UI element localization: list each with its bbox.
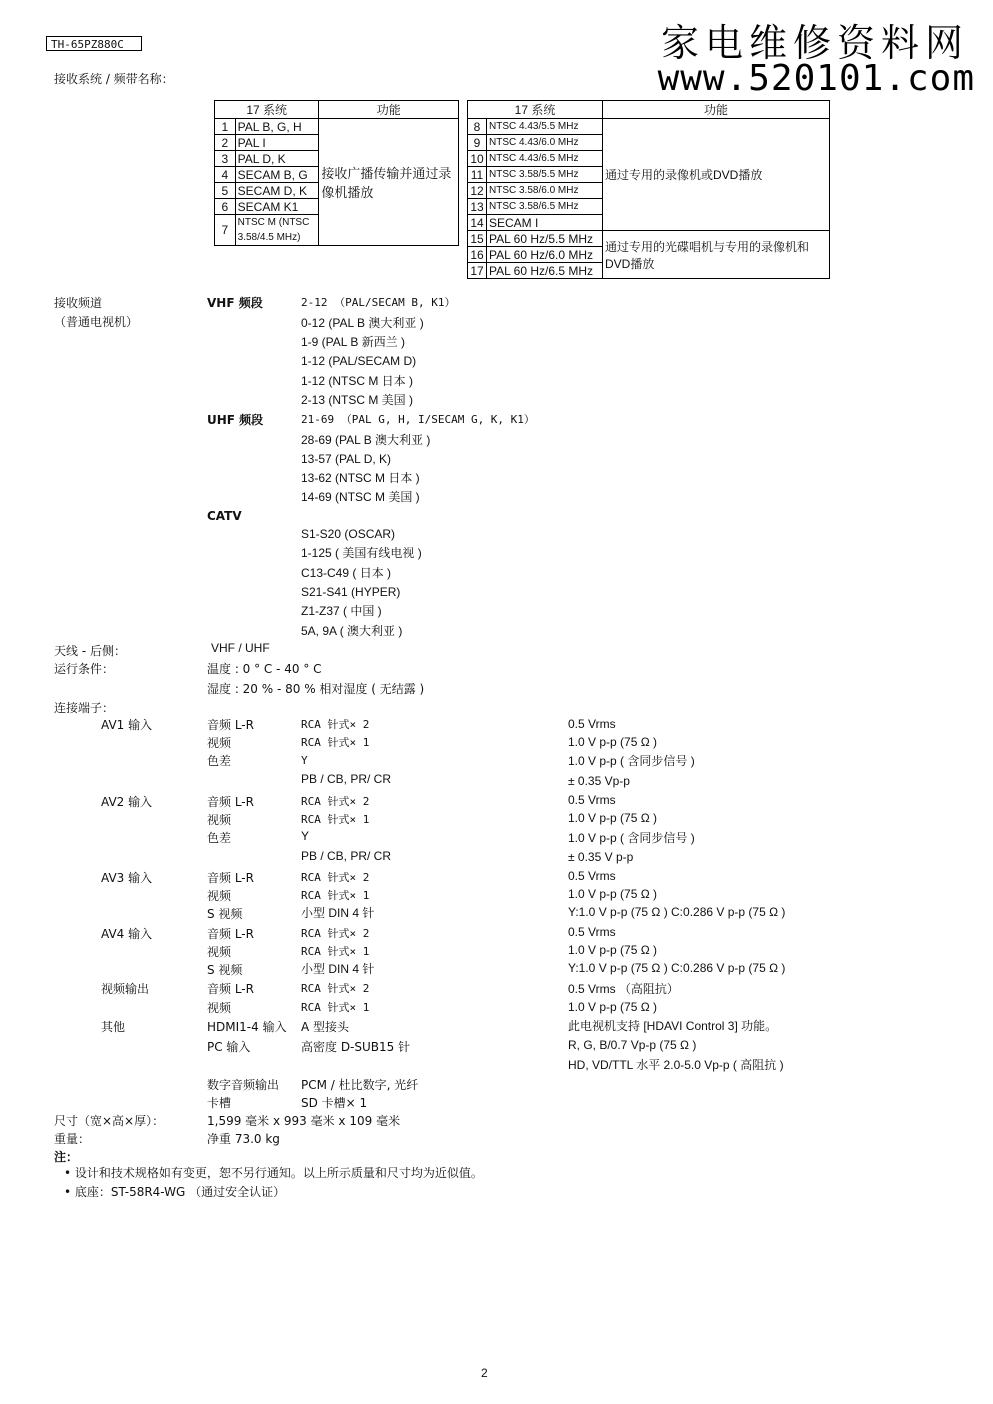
function-cell: 接收广播传输并通过录像机播放 <box>319 119 459 246</box>
system-cell: SECAM I <box>487 215 603 231</box>
catv-item: 1-125 ( 美国有线电视 ) <box>301 546 422 560</box>
other-label: 其他 <box>101 1020 126 1034</box>
term-conn: 高密度 D-SUB15 针 <box>301 1040 411 1054</box>
uhf-item: 14-69 (NTSC M 美国 ) <box>301 490 420 504</box>
term-value: 1.0 V p-p (75 Ω ) <box>568 943 658 957</box>
term-conn: RCA 针式× 2 <box>301 927 370 940</box>
term-conn: RCA 针式× 1 <box>301 889 370 902</box>
channels-sublabel: （普通电视机） <box>54 315 139 329</box>
term-value: 0.5 Vrms （高阻抗） <box>568 982 679 996</box>
system-cell: PAL I <box>235 135 319 151</box>
term-value: 0.5 Vrms <box>568 717 616 731</box>
model-number: TH-65PZ880C <box>46 36 142 51</box>
term-type: HDMI1-4 输入 <box>207 1020 287 1034</box>
uhf-item: 13-57 (PAL D, K) <box>301 452 392 466</box>
term-conn: RCA 针式× 2 <box>301 718 370 731</box>
term-type: 音频 L-R <box>207 871 254 885</box>
term-conn: RCA 针式× 2 <box>301 982 370 995</box>
term-value: HD, VD/TTL 水平 2.0-5.0 Vp-p ( 高阻抗 ) <box>568 1058 784 1072</box>
term-type: 视频 <box>207 813 232 827</box>
system-table-left <box>214 100 459 246</box>
catv-item: 5A, 9A ( 澳大利亚 ) <box>301 624 403 638</box>
watermark-title: 家电维修资料网 <box>660 21 969 65</box>
weight-value: 净重 73.0 kg <box>207 1132 280 1146</box>
system-cell: SECAM K1 <box>235 199 319 215</box>
table-header: 17 系统 <box>215 101 319 119</box>
term-value: 1.0 V p-p (75 Ω ) <box>568 887 658 901</box>
reception-title: 接收系统 / 频带名称： <box>54 72 174 86</box>
table-header: 功能 <box>603 101 830 119</box>
term-type: 视频 <box>207 736 232 750</box>
dims-label: 尺寸（宽×高×厚）： <box>54 1114 165 1128</box>
term-value: 0.5 Vrms <box>568 793 616 807</box>
catv-item: Z1-Z37 ( 中国 ) <box>301 604 382 618</box>
av1-label: AV1 输入 <box>101 718 153 732</box>
row-num: 1 <box>215 119 236 135</box>
operating-humidity: 湿度 : 20 % - 80 % 相对湿度 ( 无结露 ) <box>207 682 425 696</box>
av4-label: AV4 输入 <box>101 927 153 941</box>
system-cell: PAL 60 Hz/6.0 MHz <box>487 247 603 263</box>
term-type: 卡槽 <box>207 1096 232 1110</box>
term-conn: 小型 DIN 4 针 <box>301 962 375 976</box>
antenna-label: 天线 - 后侧： <box>54 644 126 658</box>
watermark-url: www.520101.com <box>657 58 975 99</box>
term-value: R, G, B/0.7 Vp-p (75 Ω ) <box>568 1038 697 1052</box>
vhf-item: 1-12 (PAL/SECAM D) <box>301 354 417 368</box>
vhf-item: 0-12 (PAL B 澳大利亚 ) <box>301 316 424 330</box>
term-conn: PCM / 杜比数字, 光纤 <box>301 1078 419 1092</box>
row-num: 10 <box>468 151 487 167</box>
row-num: 17 <box>468 263 487 279</box>
notes-label: 注： <box>54 1150 79 1164</box>
term-type: PC 输入 <box>207 1040 251 1054</box>
system-cell: SECAM B, G <box>235 167 319 183</box>
vhf-item: 1-9 (PAL B 新西兰 ) <box>301 335 406 349</box>
term-type: 视频 <box>207 945 232 959</box>
uhf-label: UHF 频段 <box>207 413 264 427</box>
term-value: 1.0 V p-p (75 Ω ) <box>568 735 658 749</box>
term-conn: RCA 针式× 1 <box>301 945 370 958</box>
row-num: 9 <box>468 135 487 151</box>
term-type: 音频 L-R <box>207 982 254 996</box>
row-num: 7 <box>215 215 236 246</box>
term-conn: Y <box>301 754 308 767</box>
system-cell: NTSC 3.58/5.5 MHz <box>487 167 603 183</box>
row-num: 2 <box>215 135 236 151</box>
system-cell: PAL D, K <box>235 151 319 167</box>
term-conn: RCA 针式× 2 <box>301 795 370 808</box>
row-num: 5 <box>215 183 236 199</box>
av3-label: AV3 输入 <box>101 871 153 885</box>
term-type: 音频 L-R <box>207 927 254 941</box>
term-conn: RCA 针式× 1 <box>301 1001 370 1014</box>
system-cell: SECAM D, K <box>235 183 319 199</box>
term-conn: 小型 DIN 4 针 <box>301 906 375 920</box>
terminals-label: 连接端子： <box>54 701 115 715</box>
term-type: 音频 L-R <box>207 718 254 732</box>
row-num: 13 <box>468 199 487 215</box>
term-type: S 视频 <box>207 907 243 921</box>
system-cell: PAL 60 Hz/5.5 MHz <box>487 231 603 247</box>
dims-value: 1,599 毫米 x 993 毫米 x 109 毫米 <box>207 1114 401 1128</box>
system-cell: NTSC 3.58/6.5 MHz <box>487 199 603 215</box>
system-cell: NTSC 4.43/6.0 MHz <box>487 135 603 151</box>
table-header: 功能 <box>319 101 459 119</box>
vhf-item: 2-13 (NTSC M 美国 ) <box>301 393 414 407</box>
weight-label: 重量： <box>54 1132 91 1146</box>
row-num: 15 <box>468 231 487 247</box>
term-value: ± 0.35 Vp-p <box>568 774 630 788</box>
row-num: 8 <box>468 119 487 135</box>
term-value: 1.0 V p-p ( 含同步信号 ) <box>568 831 695 845</box>
system-table-right <box>467 100 830 279</box>
row-num: 3 <box>215 151 236 167</box>
system-cell: NTSC 3.58/6.0 MHz <box>487 183 603 199</box>
term-value: ± 0.35 V p-p <box>568 850 634 864</box>
table-header: 17 系统 <box>468 101 603 119</box>
term-type: 音频 L-R <box>207 795 254 809</box>
system-cell: PAL 60 Hz/6.5 MHz <box>487 263 603 279</box>
term-conn: Y <box>301 829 310 843</box>
av2-label: AV2 输入 <box>101 795 153 809</box>
antenna-value: VHF / UHF <box>211 641 270 655</box>
uhf-item: 13-62 (NTSC M 日本 ) <box>301 471 420 485</box>
term-type: 色差 <box>207 754 232 768</box>
row-num: 12 <box>468 183 487 199</box>
function-cell: 通过专用的光碟唱机与专用的录像机和DVD播放 <box>603 231 830 279</box>
catv-item: S21-S41 (HYPER) <box>301 585 401 599</box>
term-type: S 视频 <box>207 963 243 977</box>
channels-label: 接收频道 <box>54 296 103 310</box>
uhf-item: 21-69 （PAL G, H, I/SECAM G, K, K1） <box>301 413 535 426</box>
uhf-item: 28-69 (PAL B 澳大利亚 ) <box>301 433 431 447</box>
term-conn: RCA 针式× 1 <box>301 736 370 749</box>
term-value: 0.5 Vrms <box>568 925 616 939</box>
system-cell: PAL B, G, H <box>235 119 319 135</box>
row-num: 14 <box>468 215 487 231</box>
term-value: 1.0 V p-p (75 Ω ) <box>568 1000 658 1014</box>
catv-item: S1-S20 (OSCAR) <box>301 527 396 541</box>
term-value: 1.0 V p-p ( 含同步信号 ) <box>568 754 695 768</box>
term-value: 此电视机支持 [HDAVI Control 3] 功能。 <box>568 1019 778 1033</box>
term-value: Y:1.0 V p-p (75 Ω ) C:0.286 V p-p (75 Ω ) <box>568 905 786 919</box>
vhf-item: 1-12 (NTSC M 日本 ) <box>301 374 414 388</box>
catv-item: C13-C49 ( 日本 ) <box>301 566 392 580</box>
system-cell: NTSC 4.43/5.5 MHz <box>487 119 603 135</box>
system-cell: NTSC M (NTSC 3.58/4.5 MHz) <box>235 215 319 246</box>
system-cell: NTSC 4.43/6.5 MHz <box>487 151 603 167</box>
function-cell: 通过专用的录像机或DVD播放 <box>603 119 830 231</box>
term-conn: PB / CB, PR/ CR <box>301 772 392 786</box>
term-value: Y:1.0 V p-p (75 Ω ) C:0.286 V p-p (75 Ω ) <box>568 961 786 975</box>
vhf-item: 2-12 （PAL/SECAM B, K1） <box>301 296 456 309</box>
term-type: 视频 <box>207 1001 232 1015</box>
note-item: • 底座：ST-58R4-WG （通过安全认证） <box>64 1185 286 1199</box>
operating-temp: 温度 : 0 ° C - 40 ° C <box>207 662 322 676</box>
operating-label: 运行条件： <box>54 662 115 676</box>
row-num: 6 <box>215 199 236 215</box>
vhf-label: VHF 频段 <box>207 296 263 310</box>
term-value: 1.0 V p-p (75 Ω ) <box>568 811 658 825</box>
term-type: 视频 <box>207 889 232 903</box>
term-value: 0.5 Vrms <box>568 869 616 883</box>
term-type: 数字音频输出 <box>207 1078 280 1092</box>
term-conn: RCA 针式× 2 <box>301 871 370 884</box>
row-num: 4 <box>215 167 236 183</box>
row-num: 11 <box>468 167 487 183</box>
term-conn: RCA 针式× 1 <box>301 813 370 826</box>
term-type: 色差 <box>207 831 232 845</box>
video-out-label: 视频输出 <box>101 982 150 996</box>
page-number: 2 <box>481 1366 488 1380</box>
term-conn: PB / CB, PR/ CR <box>301 849 392 863</box>
catv-label: CATV <box>207 509 242 523</box>
term-conn: SD 卡槽× 1 <box>301 1096 368 1110</box>
note-item: • 设计和技术规格如有变更，恕不另行通知。以上所示质量和尺寸均为近似值。 <box>64 1166 483 1180</box>
row-num: 16 <box>468 247 487 263</box>
term-conn: A 型接头 <box>301 1020 350 1034</box>
